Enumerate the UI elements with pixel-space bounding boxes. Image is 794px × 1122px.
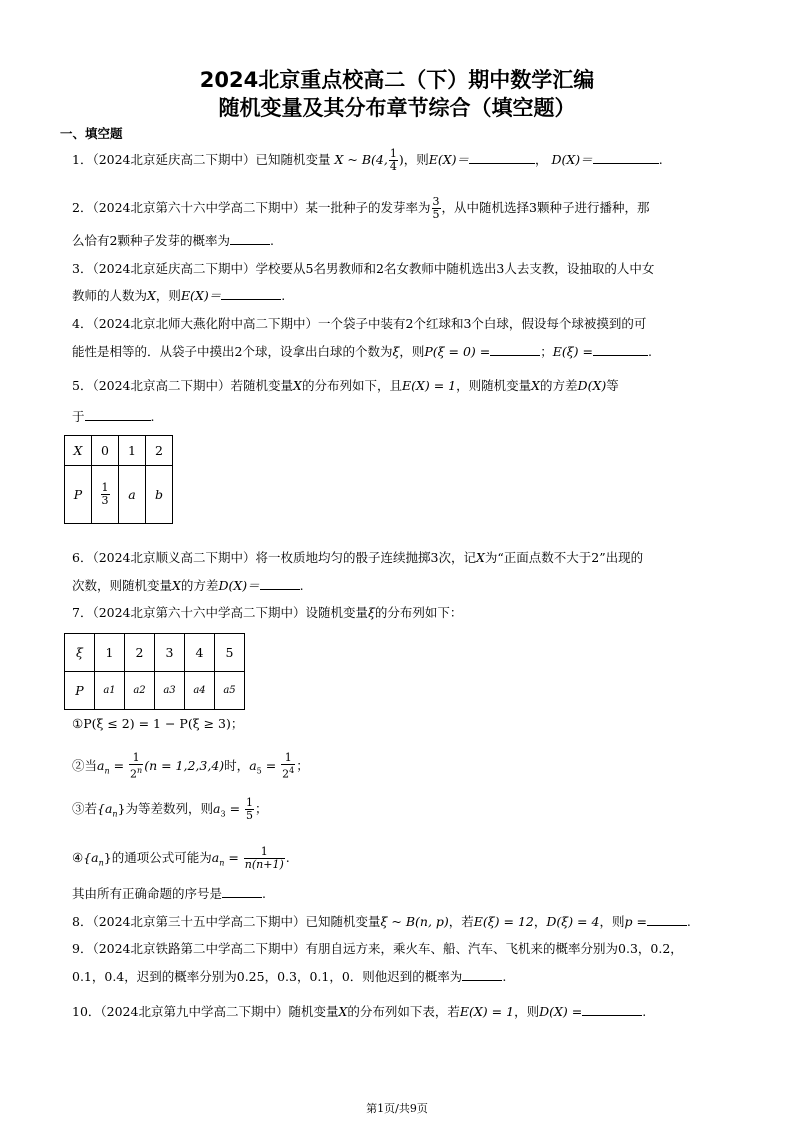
question-5-cont: 于 . — [72, 409, 155, 424]
table-cell: a2 — [125, 672, 155, 710]
math-expression: P(ξ = 0) = — [424, 344, 491, 359]
question-text: 一个袋子中装有2个红球和3个白球，假设每个球被摸到的可 — [318, 316, 647, 331]
question-8: 8．（2024北京第三十五中学高二下期中）已知随机变量ξ ~ B(n, p)，若E(ξ) = 12，D(ξ) = 4，则p = . — [72, 914, 691, 929]
table-cell: 0 — [92, 436, 119, 466]
math-expression: p = — [624, 914, 647, 929]
answer-blank[interactable] — [222, 885, 262, 898]
question-6: 6．（2024北京顺义高二下期中）将一枚质地均匀的骰子连续抛掷3次，记X为“正面点数不大于2”出现的 — [72, 550, 644, 565]
question-source: （2024北京延庆高二下期中） — [92, 261, 256, 276]
question-text: 已知随机变量 — [255, 152, 331, 167]
table-cell: 1 — [95, 634, 125, 672]
question-3-cont: 教师的人数为X，则E(X)＝ . — [72, 288, 286, 303]
question-3: 3．（2024北京延庆高二下期中）学校要从5名男教师和2名女教师中随机选出3人去支教，设抽取的人中女 — [72, 261, 655, 276]
answer-blank[interactable] — [85, 408, 151, 421]
question-source: （2024北京顺义高二下期中） — [92, 550, 256, 565]
section-heading: 一、填空题 — [60, 126, 123, 141]
table-cell: ξ — [65, 634, 95, 672]
page-footer: 第1页/共9页 — [366, 1102, 428, 1115]
question-4-cont: 能性是相等的．从袋子中摸出2个球，设拿出白球的个数为ξ，则P(ξ = 0) = ；E(ξ) = . — [72, 344, 652, 359]
math-expression: E(X) = 1 — [401, 378, 457, 393]
table-cell: 1 — [119, 436, 146, 466]
question-source: （2024北京高二下期中） — [92, 378, 231, 393]
table-cell: a3 — [155, 672, 185, 710]
answer-blank[interactable] — [593, 343, 648, 356]
doc-title-line1: 2024北京重点校高二（下）期中数学汇编 — [199, 68, 595, 92]
table-cell: a — [119, 466, 146, 524]
math-expression: E(X)＝ — [180, 288, 222, 303]
math-expression: X ~ B(4, — [334, 152, 388, 167]
answer-blank[interactable] — [230, 232, 270, 245]
math-expression: D(X) = — [539, 1004, 583, 1019]
fraction: $\frac{1}{4}$ — [389, 147, 397, 173]
table-cell: 2 — [125, 634, 155, 672]
question-source: （2024北京第六十六中学高二下期中） — [92, 200, 306, 215]
table-cell: $\frac{1}{3}$ — [92, 466, 119, 524]
math-expression: E(ξ) = 12 — [473, 914, 534, 929]
question-source: （2024北京第三十五中学高二下期中） — [92, 914, 306, 929]
table-cell: P — [65, 466, 92, 524]
answer-blank[interactable] — [582, 1003, 642, 1016]
fraction: $\frac{3}{5}$ — [432, 195, 440, 221]
answer-blank[interactable] — [221, 287, 281, 300]
question-7-conclusion: 其由所有正确命题的序号是 . — [72, 886, 266, 901]
doc-title-line2: 随机变量及其分布章节综合（填空题） — [218, 96, 576, 120]
question-1: 1．（2024北京延庆高二下期中）已知随机变量 X ~ B(4, $\frac{1}{4}$ )，则E(X)＝ ， D(X)＝ . — [72, 147, 663, 173]
question-5: 5．（2024北京高二下期中）若随机变量X的分布列如下，且E(X) = 1，则随机变量X的方差D(X)等 — [72, 378, 619, 393]
question-10: 10．（2024北京第九中学高二下期中）随机变量X的分布列如下表，若E(X) = 1，则D(X) = . — [72, 1004, 647, 1019]
answer-blank[interactable] — [462, 968, 502, 981]
distribution-table-q7 — [64, 633, 245, 710]
question-6-cont: 次数，则随机变量X的方差D(X)＝ . — [72, 578, 304, 593]
math-expression: E(X) = 1 — [459, 1004, 515, 1019]
question-source: （2024北京第六十六中学高二下期中） — [92, 605, 306, 620]
question-2-cont: 么恰有2颗种子发芽的概率为 . — [72, 233, 274, 248]
table-cell: P — [65, 672, 95, 710]
statement-3: ③若$\{a_n\}$为等差数列，则$a_3$ = $\frac{1}{5}$ ； — [72, 796, 268, 822]
math-expression: D(X)＝ — [218, 578, 260, 593]
answer-blank[interactable] — [260, 577, 300, 590]
statement-2: ②当$a_n$ = $\frac{1}{2^n}$ (n = 1,2,3,4)时，$a_5$ = $\frac{1}{2^4}$ ； — [72, 751, 309, 781]
distribution-table-q5 — [64, 435, 173, 524]
statement-1: ①P(ξ ≤ 2) = 1 − P(ξ ≥ 3)； — [72, 716, 244, 731]
math-expression: ξ ~ B(n, p) — [380, 914, 449, 929]
math-expression: E(X)＝ — [428, 152, 469, 167]
table-cell: 4 — [185, 634, 215, 672]
table-cell: 5 — [215, 634, 245, 672]
question-2: 2．（2024北京第六十六中学高二下期中）某一批种子的发芽率为 $\frac{3}{5}$ ，从中随机选择3颗种子进行播种，那 — [72, 195, 650, 221]
question-9-cont: 0.1，0.4，迟到的概率分别为0.25，0.3，0.1，0．则他迟到的概率为 . — [72, 969, 507, 984]
table-cell: 2 — [146, 436, 173, 466]
question-number: 1． — [72, 152, 93, 167]
question-9: 9．（2024北京铁路第二中学高二下期中）有朋自远方来，乘火车、船、汽车、飞机来的概率分别为0.3，0.2， — [72, 941, 683, 956]
question-4: 4．（2024北京北师大燕化附中高二下期中）一个袋子中装有2个红球和3个白球，假设每个球被摸到的可 — [72, 316, 647, 331]
math-expression: D(ξ) = 4 — [546, 914, 600, 929]
table-cell: b — [146, 466, 173, 524]
statement-4: $④\{a_n\}$的通项公式可能为$a_n$ = $\frac{1}{n(n+1)}$ . — [72, 845, 290, 871]
math-expression: D(X) — [577, 378, 607, 393]
question-text: )，则 — [398, 152, 429, 167]
question-text: 学校要从5名男教师和2名女教师中随机选出3人去支教，设抽取的人中女 — [255, 261, 655, 276]
answer-blank[interactable] — [490, 343, 540, 356]
question-source: （2024北京第九中学高二下期中） — [100, 1004, 289, 1019]
table-cell: a5 — [215, 672, 245, 710]
question-text: ，从中随机选择3颗种子进行播种，那 — [441, 200, 650, 215]
answer-blank[interactable] — [469, 151, 535, 164]
question-source: （2024北京北师大燕化附中高二下期中） — [92, 316, 319, 331]
table-cell: a1 — [95, 672, 125, 710]
table-cell: X — [65, 436, 92, 466]
question-text: 某一批种子的发芽率为 — [305, 200, 431, 215]
table-cell: 3 — [155, 634, 185, 672]
answer-blank[interactable] — [647, 913, 687, 926]
math-expression: D(X)＝ — [551, 152, 593, 167]
question-7: 7．（2024北京第六十六中学高二下期中）设随机变量ξ的分布列如下： — [72, 605, 463, 620]
answer-blank[interactable] — [593, 151, 659, 164]
question-source: （2024北京铁路第二中学高二下期中） — [92, 941, 306, 956]
question-source: （2024北京延庆高二下期中） — [92, 152, 256, 167]
math-expression: E(ξ) = — [552, 344, 593, 359]
table-cell: a4 — [185, 672, 215, 710]
